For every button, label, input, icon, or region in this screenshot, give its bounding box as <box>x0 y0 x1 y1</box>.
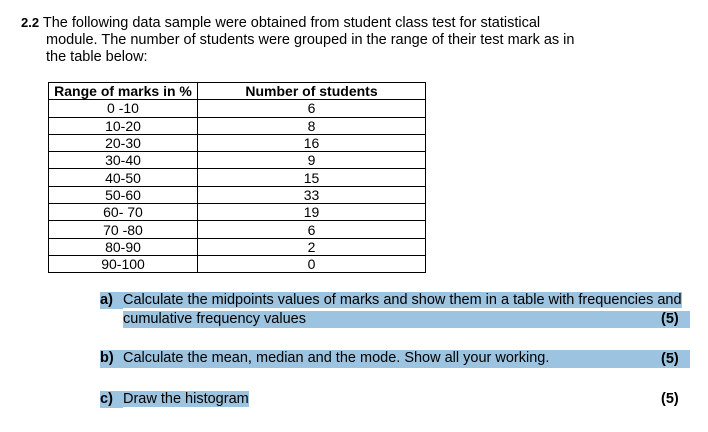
question-c-label: c) <box>100 391 123 408</box>
marks-table <box>48 82 426 273</box>
question-b-text: Calculate the mean, median and the mode. Show all your working. <box>123 350 550 366</box>
range-cell: 50-60 <box>49 186 198 203</box>
question-a-label: a) <box>100 292 123 309</box>
count-cell: 0 <box>198 255 426 272</box>
count-cell: 16 <box>198 134 426 151</box>
count-cell: 19 <box>198 204 426 221</box>
table-row <box>49 255 426 272</box>
question-c <box>100 391 249 408</box>
question-c-marks: (5) <box>661 391 679 407</box>
count-cell: 15 <box>198 169 426 186</box>
count-cell: 6 <box>198 221 426 238</box>
table-row <box>49 204 426 221</box>
range-cell: 20-30 <box>49 134 198 151</box>
table-header-row <box>49 83 426 100</box>
range-cell: 40-50 <box>49 169 198 186</box>
range-cell: 30-40 <box>49 152 198 169</box>
range-cell: 10-20 <box>49 117 198 134</box>
count-cell: 6 <box>198 100 426 117</box>
range-cell: 60- 70 <box>49 204 198 221</box>
table-row <box>49 100 426 117</box>
question-b <box>100 350 690 368</box>
range-cell: 0 -10 <box>49 100 198 117</box>
question-c-text: Draw the histogram <box>123 391 249 407</box>
header-range: Range of marks in % <box>49 83 198 100</box>
range-cell: 70 -80 <box>49 221 198 238</box>
range-cell: 90-100 <box>49 255 198 272</box>
question-a-text-line-1: Calculate the midpoints values of marks and show them in a table with frequencies and <box>123 292 682 308</box>
table-row <box>49 117 426 134</box>
range-cell: 80-90 <box>49 238 198 255</box>
question-b-label: b) <box>100 350 114 366</box>
question-a-line-2 <box>123 311 690 328</box>
table-row <box>49 186 426 203</box>
question-a-marks: (5) <box>661 311 679 327</box>
count-cell: 33 <box>198 186 426 203</box>
table-row <box>49 134 426 151</box>
intro-line-1: The following data sample were obtained from student class test for statistical <box>42 15 541 31</box>
count-cell: 9 <box>198 152 426 169</box>
count-cell: 8 <box>198 117 426 134</box>
question-a <box>100 292 682 309</box>
table-row <box>49 221 426 238</box>
question-intro <box>21 14 611 66</box>
count-cell: 2 <box>198 238 426 255</box>
table-row <box>49 238 426 255</box>
table-row <box>49 169 426 186</box>
question-number: 2.2 <box>21 15 40 30</box>
question-b-marks: (5) <box>661 351 679 367</box>
intro-line-3: the table below: <box>46 49 148 65</box>
header-students: Number of students <box>198 83 426 100</box>
question-a-text-line-2: cumulative frequency values <box>123 311 306 327</box>
intro-line-2: module. The number of students were grouped in the range of their test mark as in <box>46 32 575 48</box>
table-row <box>49 152 426 169</box>
